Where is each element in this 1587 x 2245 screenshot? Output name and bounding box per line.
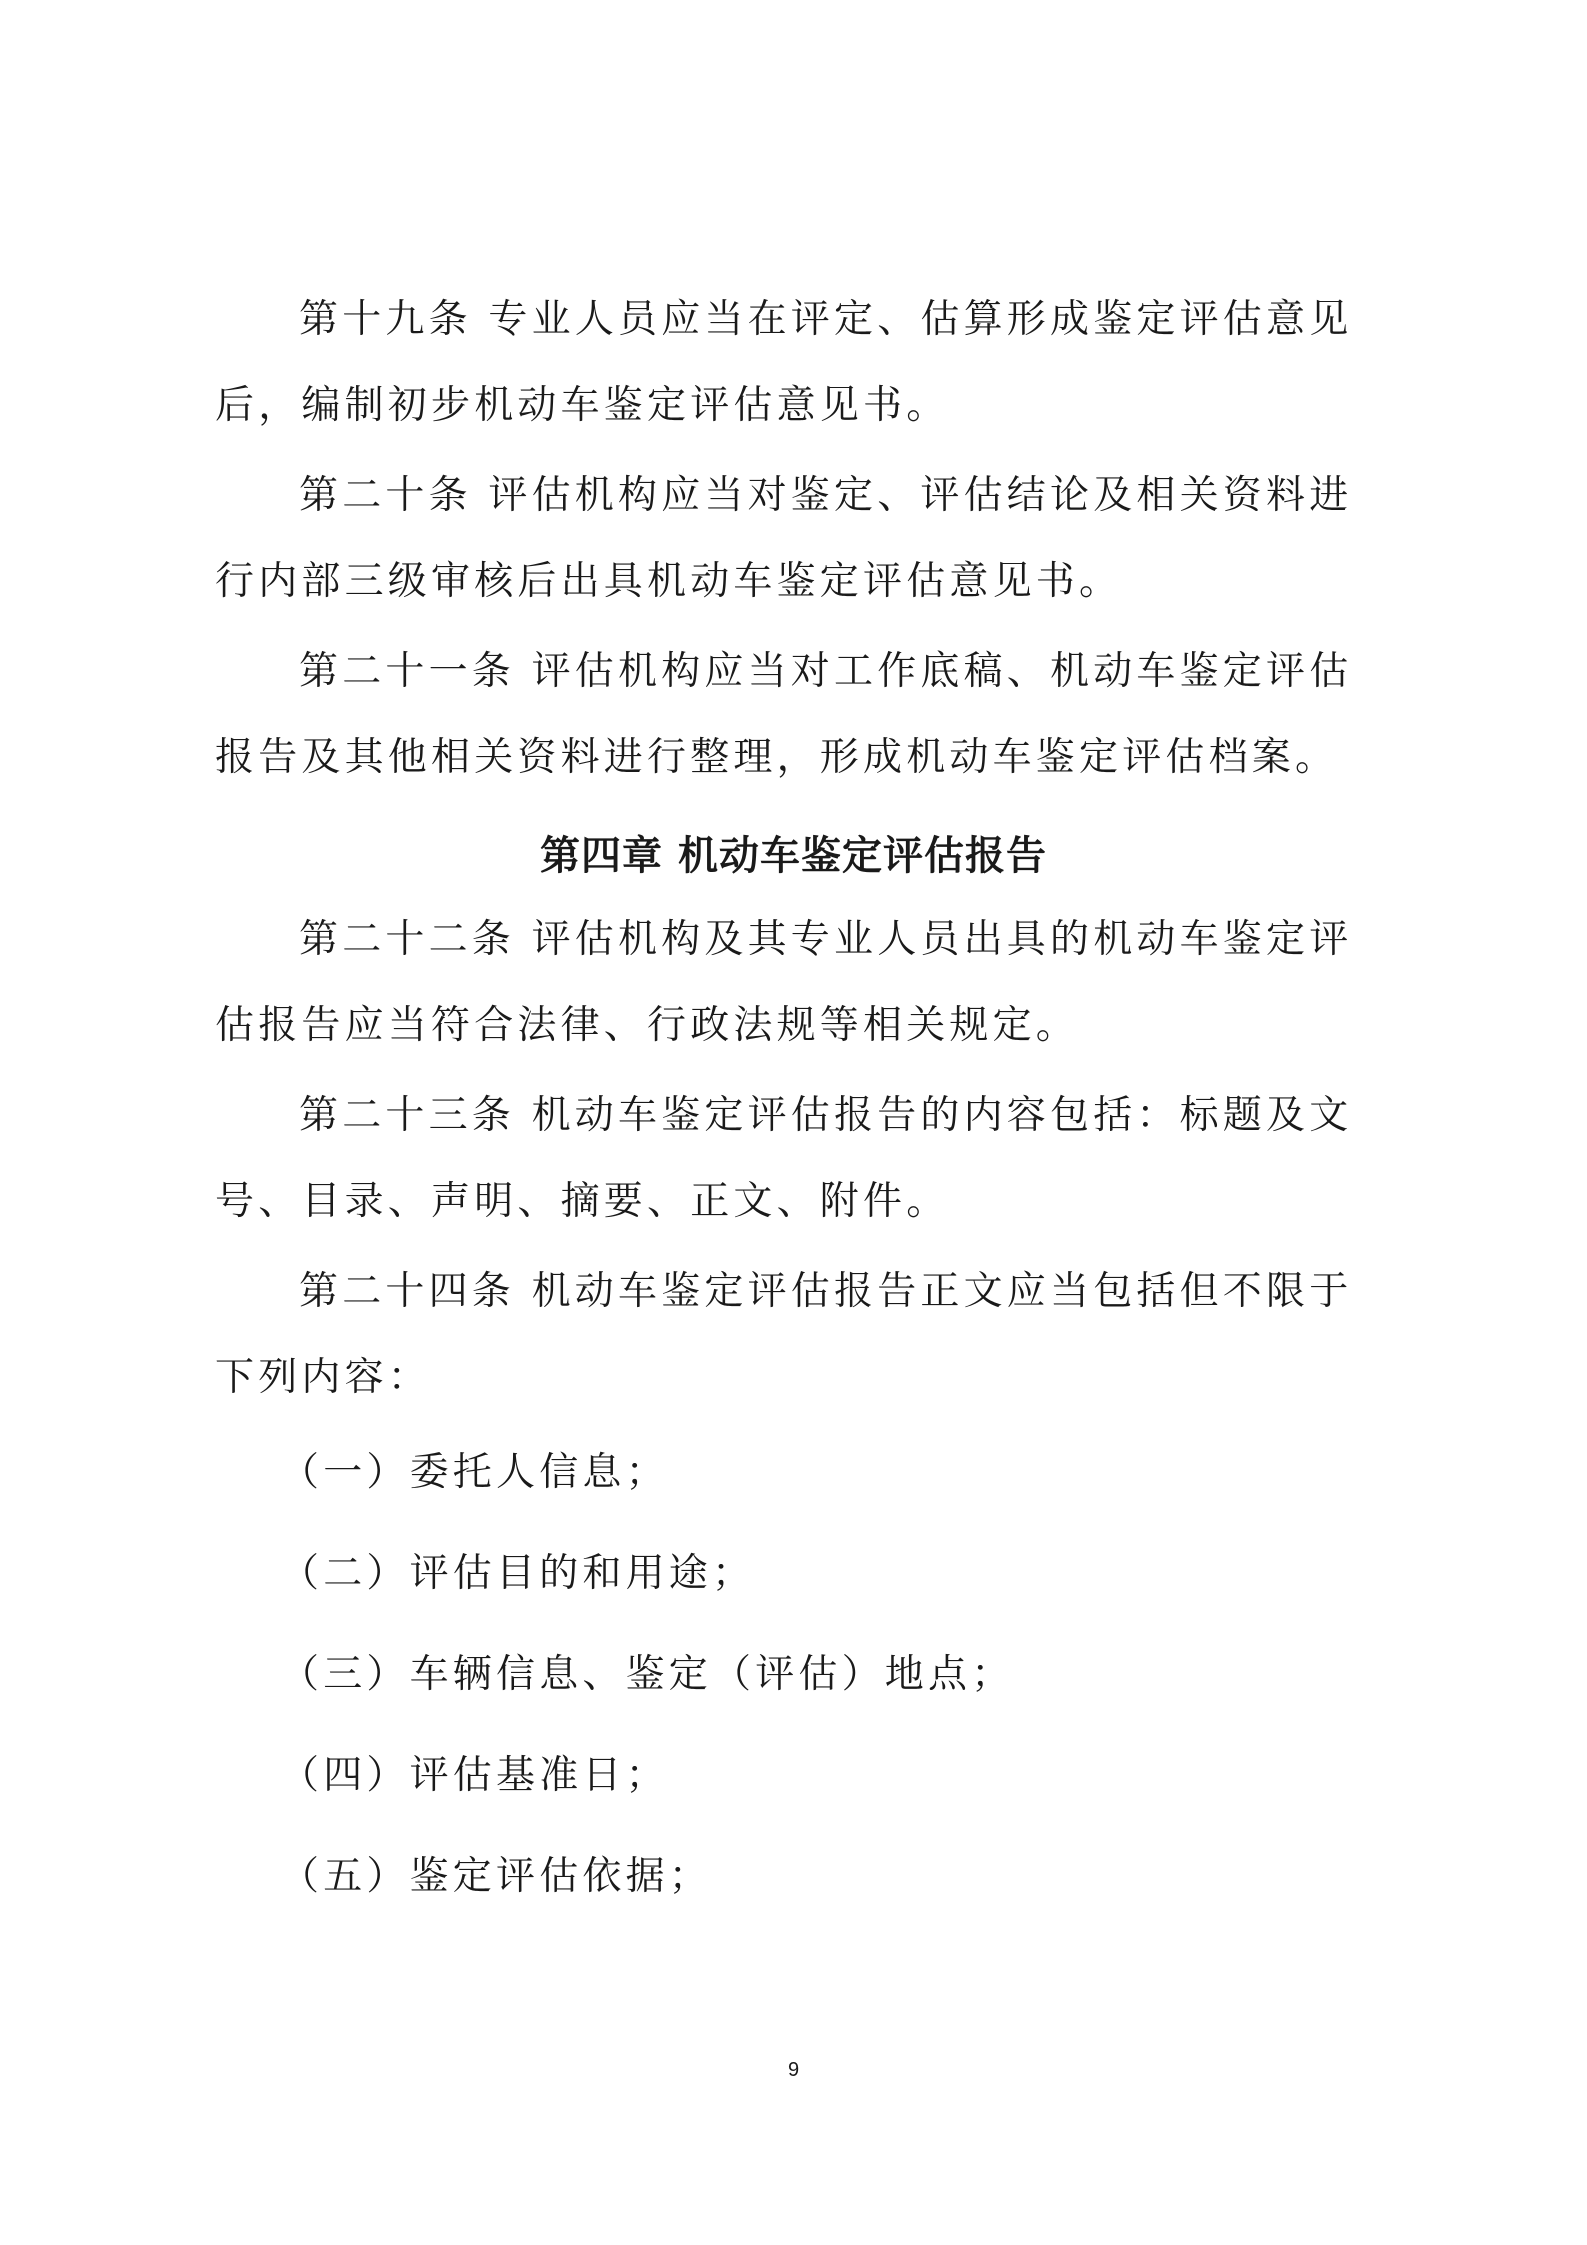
list-item: （四）评估基准日； — [280, 1753, 669, 1798]
article-24-paragraph: 第二十四条 机动车鉴定评估报告正文应当包括但不限于下列内容： — [215, 1269, 1353, 1400]
page-number: 9 — [787, 2059, 800, 2081]
article-21-paragraph: 第二十一条 评估机构应当对工作底稿、机动车鉴定评估报告及其他相关资料进行整理，形成机动车鉴定评估档案。 — [215, 649, 1353, 780]
list-item: （二）评估目的和用途； — [280, 1551, 756, 1596]
list-item: （五）鉴定评估依据； — [280, 1854, 713, 1899]
list-item: （一）委托人信息； — [280, 1450, 669, 1495]
article-20-paragraph: 第二十条 评估机构应当对鉴定、评估结论及相关资料进行内部三级审核后出具机动车鉴定评估意见书。 — [215, 473, 1353, 604]
chapter-title: 第四章 机动车鉴定评估报告 — [540, 833, 1047, 879]
list-item: （三）车辆信息、鉴定（评估）地点； — [280, 1652, 1015, 1697]
article-19-paragraph: 第十九条 专业人员应当在评定、估算形成鉴定评估意见后，编制初步机动车鉴定评估意见书。 — [215, 297, 1353, 428]
article-22-paragraph: 第二十二条 评估机构及其专业人员出具的机动车鉴定评估报告应当符合法律、行政法规等相关规定。 — [215, 917, 1353, 1048]
article-23-paragraph: 第二十三条 机动车鉴定评估报告的内容包括：标题及文号、目录、声明、摘要、正文、附件。 — [215, 1093, 1353, 1224]
